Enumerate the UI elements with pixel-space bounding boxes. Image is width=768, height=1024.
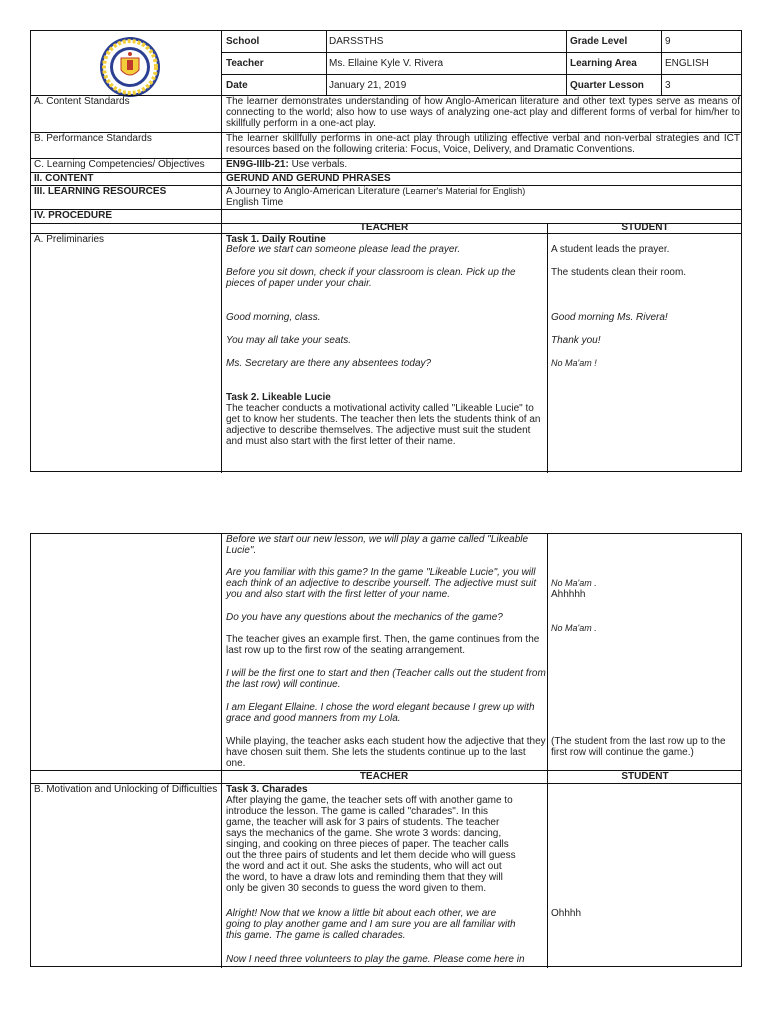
content-value: GERUND AND GERUND PHRASES [226, 173, 391, 184]
resources-book-note: (Learner's Material for English) [399, 186, 526, 196]
teacher-column-header: TEACHER [359, 222, 409, 233]
performance-standards-label: B. Performance Standards [34, 133, 152, 144]
p2-student-line-3: (The student from the last row up to the first row will continue the game.) [551, 736, 726, 758]
task1-title: Task 1. Daily Routine [226, 234, 326, 245]
p2-teacher-column-header: TEACHER [359, 771, 409, 782]
lesson-plan-page-1 [30, 30, 742, 472]
lesson-plan-page-2 [30, 533, 742, 967]
school-seal-icon [99, 36, 161, 98]
p2-teacher-line-1: Before we start our new lesson, we will play a game called "Likeable Lucie". [226, 534, 529, 556]
date-value: January 21, 2019 [329, 80, 407, 91]
content-standards-text: The learner demonstrates understanding of how Anglo-American literature and other text types serve as means of connecting to the world; also how to use ways of analyzing one-act play and different forms of verbal for him/her to skillfully perform in a one-act play. [226, 96, 740, 129]
school-label: School [226, 36, 260, 47]
p2-teacher-line-5: I will be the first one to start and then (Teacher calls out the student from the last row) will continue. [226, 668, 546, 690]
learning-area-value: ENGLISH [665, 58, 709, 69]
p2-teacher-line-6: I am Elegant Ellaine. I chose the word elegant because I grew up with grace and good manners from my Lola. [226, 702, 535, 724]
resources-line-2: English Time [226, 197, 284, 208]
student-column-header: STUDENT [621, 222, 669, 233]
student-line-4: Thank you! [551, 335, 601, 346]
competency-desc: Use verbals. [288, 159, 348, 170]
teacher-line-2: Before you sit down, check if your classroom is clean. Pick up the pieces of paper under your chair. [226, 267, 516, 289]
p2-teacher-line-3: Do you have any questions about the mechanics of the game? [226, 612, 503, 623]
motivation-label: B. Motivation and Unlocking of Difficulties [34, 784, 218, 795]
p2-teacher-line-2: Are you familiar with this game? In the game "Likeable Lucie", you will each think of an adjective to describe yourself. The adjective must suit you and also start with the first letter of your name. [226, 567, 537, 600]
quarter-lesson-value: 3 [665, 80, 671, 91]
task2-text: The teacher conducts a motivational activity called "Likeable Lucie" to get to know her students. The teacher then lets the students think of an adjective to describe themselves. The adjective must suit the student and must also start with the first letter of their name. [226, 403, 541, 447]
grade-level-value: 9 [665, 36, 671, 47]
teacher-line-1: Before we start can someone please lead the prayer. [226, 244, 461, 255]
p2-student-line-2: No Ma'am . [551, 623, 597, 633]
resources-book: A Journey to Anglo-American Literature [226, 186, 400, 197]
p2-student-column-header: STUDENT [621, 771, 669, 782]
p2-student-line-1a: No Ma'am . [551, 578, 597, 588]
p2-student-line-4: Ohhhh [551, 908, 582, 919]
student-line-5: No Ma'am ! [551, 358, 597, 368]
p2-teacher-line-7: While playing, the teacher asks each student how the adjective that they have chosen suit them. She lets the students continue up to the last one. [226, 736, 546, 769]
competencies-label: C. Learning Competencies/ Objectives [34, 159, 205, 170]
date-label: Date [226, 80, 248, 91]
content-label: II. CONTENT [34, 173, 94, 184]
competency-text [226, 159, 347, 170]
task3-title: Task 3. Charades [226, 784, 308, 795]
p2-teacher-line-8: Alright! Now that we know a little bit about each other, we are going to play another game and I am sure you are all familiar with this game. The game is called charades. [226, 908, 516, 941]
p2-teacher-line-4: The teacher gives an example first. Then, the game continues from the last row up to the first row of the seating arrangement. [226, 634, 540, 656]
content-standards-label: A. Content Standards [34, 96, 130, 107]
preliminaries-label: A. Preliminaries [34, 234, 105, 245]
learning-area-label: Learning Area [570, 58, 637, 69]
task2-title: Task 2. Likeable Lucie [226, 392, 331, 403]
teacher-label: Teacher [226, 58, 264, 69]
procedure-label: IV. PROCEDURE [34, 210, 112, 221]
task3-text: After playing the game, the teacher sets off with another game to introduce the lesson. The game is called "charades". In this game, the teacher will ask for 3 pairs of students. The teacher says the mechanics of the game. She wrote 3 words: dancing, singing, and cooking on three pieces of paper. The teacher calls out the three pairs of students and let them decide who will guess the word and act it out. She asks the students, who will act out the word, to have a draw lots and reminding them that they will only be given 30 seconds to guess the word given to them. [226, 795, 516, 894]
teacher-line-3: Good morning, class. [226, 312, 321, 323]
teacher-line-4: You may all take your seats. [226, 335, 352, 346]
p2-teacher-line-9: Now I need three volunteers to play the game. Please come here in [226, 954, 525, 965]
competency-code: EN9G-IIIb-21: [226, 159, 289, 170]
resources-line-1 [226, 186, 525, 197]
student-line-2: The students clean their room. [551, 267, 687, 278]
p2-student-line-1b: Ahhhhh [551, 589, 586, 600]
teacher-line-5: Ms. Secretary are there any absentees today? [226, 358, 432, 369]
teacher-value: Ms. Ellaine Kyle V. Rivera [329, 58, 444, 69]
performance-standards-text: The learner skillfully performs in one-act play through utilizing effective verbal and non-verbal strategies and ICT resources based on the following criteria: Focus, Voice, Delivery, and Dramatic Conventions. [226, 133, 740, 155]
school-value: DARSSTHS [329, 36, 384, 47]
student-line-1: A student leads the prayer. [551, 244, 670, 255]
student-line-3: Good morning Ms. Rivera! [551, 312, 668, 323]
quarter-lesson-label: Quarter Lesson [570, 80, 644, 91]
grade-level-label: Grade Level [570, 36, 628, 47]
resources-label: III. LEARNING RESOURCES [34, 186, 167, 197]
